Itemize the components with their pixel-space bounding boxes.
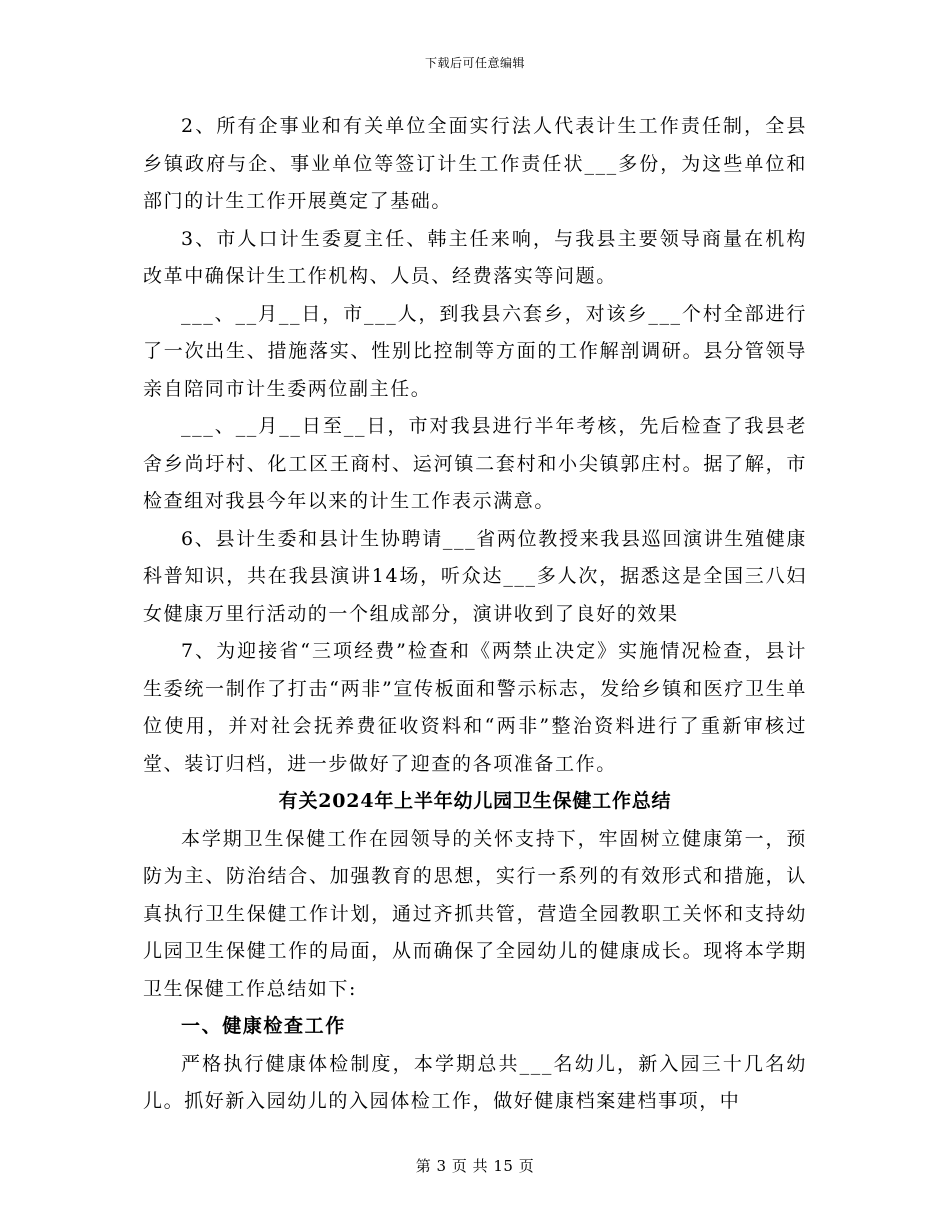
section-title: 有关2024年上半年幼儿园卫生保健工作总结 [278, 790, 672, 812]
page-number: 第 3 页 共 15 页 [415, 1157, 535, 1175]
paragraph-item-4: ___、__月__日，市___人，到我县六套乡，对该乡___个村全部进行了一次出生、措施落实、性别比控制等方面的工作解剖调研。县分管领导亲自陪同市计生委两位副主任。 [143, 302, 807, 400]
paragraph-item-5: ___、__月__日至__日，市对我县进行半年考核，先后检查了我县老舍乡尚圩村、化工区王商村、运河镇二套村和小尖镇郭庄村。据了解，市检查组对我县今年以来的计生工作表示满意。 [143, 415, 807, 512]
paragraph-item-3: 3、市人口计生委夏主任、韩主任来响，与我县主要领导商量在机构改革中确保计生工作机构、人员、经费落实等问题。 [143, 227, 807, 287]
paragraph-item-2: 2、所有企事业和有关单位全面实行法人代表计生工作责任制，全县乡镇政府与企、事业单位等签订计生工作责任状___多份，为这些单位和部门的计生工作开展奠定了基础。 [143, 115, 807, 212]
paragraph-item-6: 6、县计生委和县计生协聘请___省两位教授来我县巡回演讲生殖健康科普知识，共在我县演讲14场，听众达___多人次，据悉这是全国三八妇女健康万里行活动的一个组成部分，演讲收到了良好的效果 [143, 527, 807, 625]
header-note: 下载后可任意编辑 [424, 56, 525, 70]
paragraph-item-7: 7、为迎接省“三项经费”检查和《两禁止决定》实施情况检查，县计生委统一制作了打击“两非”宣传板面和警示标志，发给乡镇和医疗卫生单位使用，并对社会抚养费征收资料和“两非”整治资料进行了重新审核过堂、装订归档，进一步做好了迎查的各项准备工作。 [143, 640, 807, 775]
section-body-health-check: 严格执行健康体检制度，本学期总共___名幼儿，新入园三十几名幼儿。抓好新入园幼儿的入园体检工作，做好健康档案建档事项，中 [143, 1052, 807, 1112]
document-body [143, 108, 807, 1121]
section-heading-health-check: 一、健康检查工作 [181, 1015, 346, 1037]
section-intro: 本学期卫生保健工作在园领导的关怀支持下，牢固树立健康第一，预防为主、防治结合、加强教育的思想，实行一系列的有效形式和措施，认真执行卫生保健工作计划，通过齐抓共管，营造全园教职工关怀和支持幼儿园卫生保健工作的局面，从而确保了全园幼儿的健康成长。现将本学期卫生保健工作总结如下: [143, 827, 807, 1000]
